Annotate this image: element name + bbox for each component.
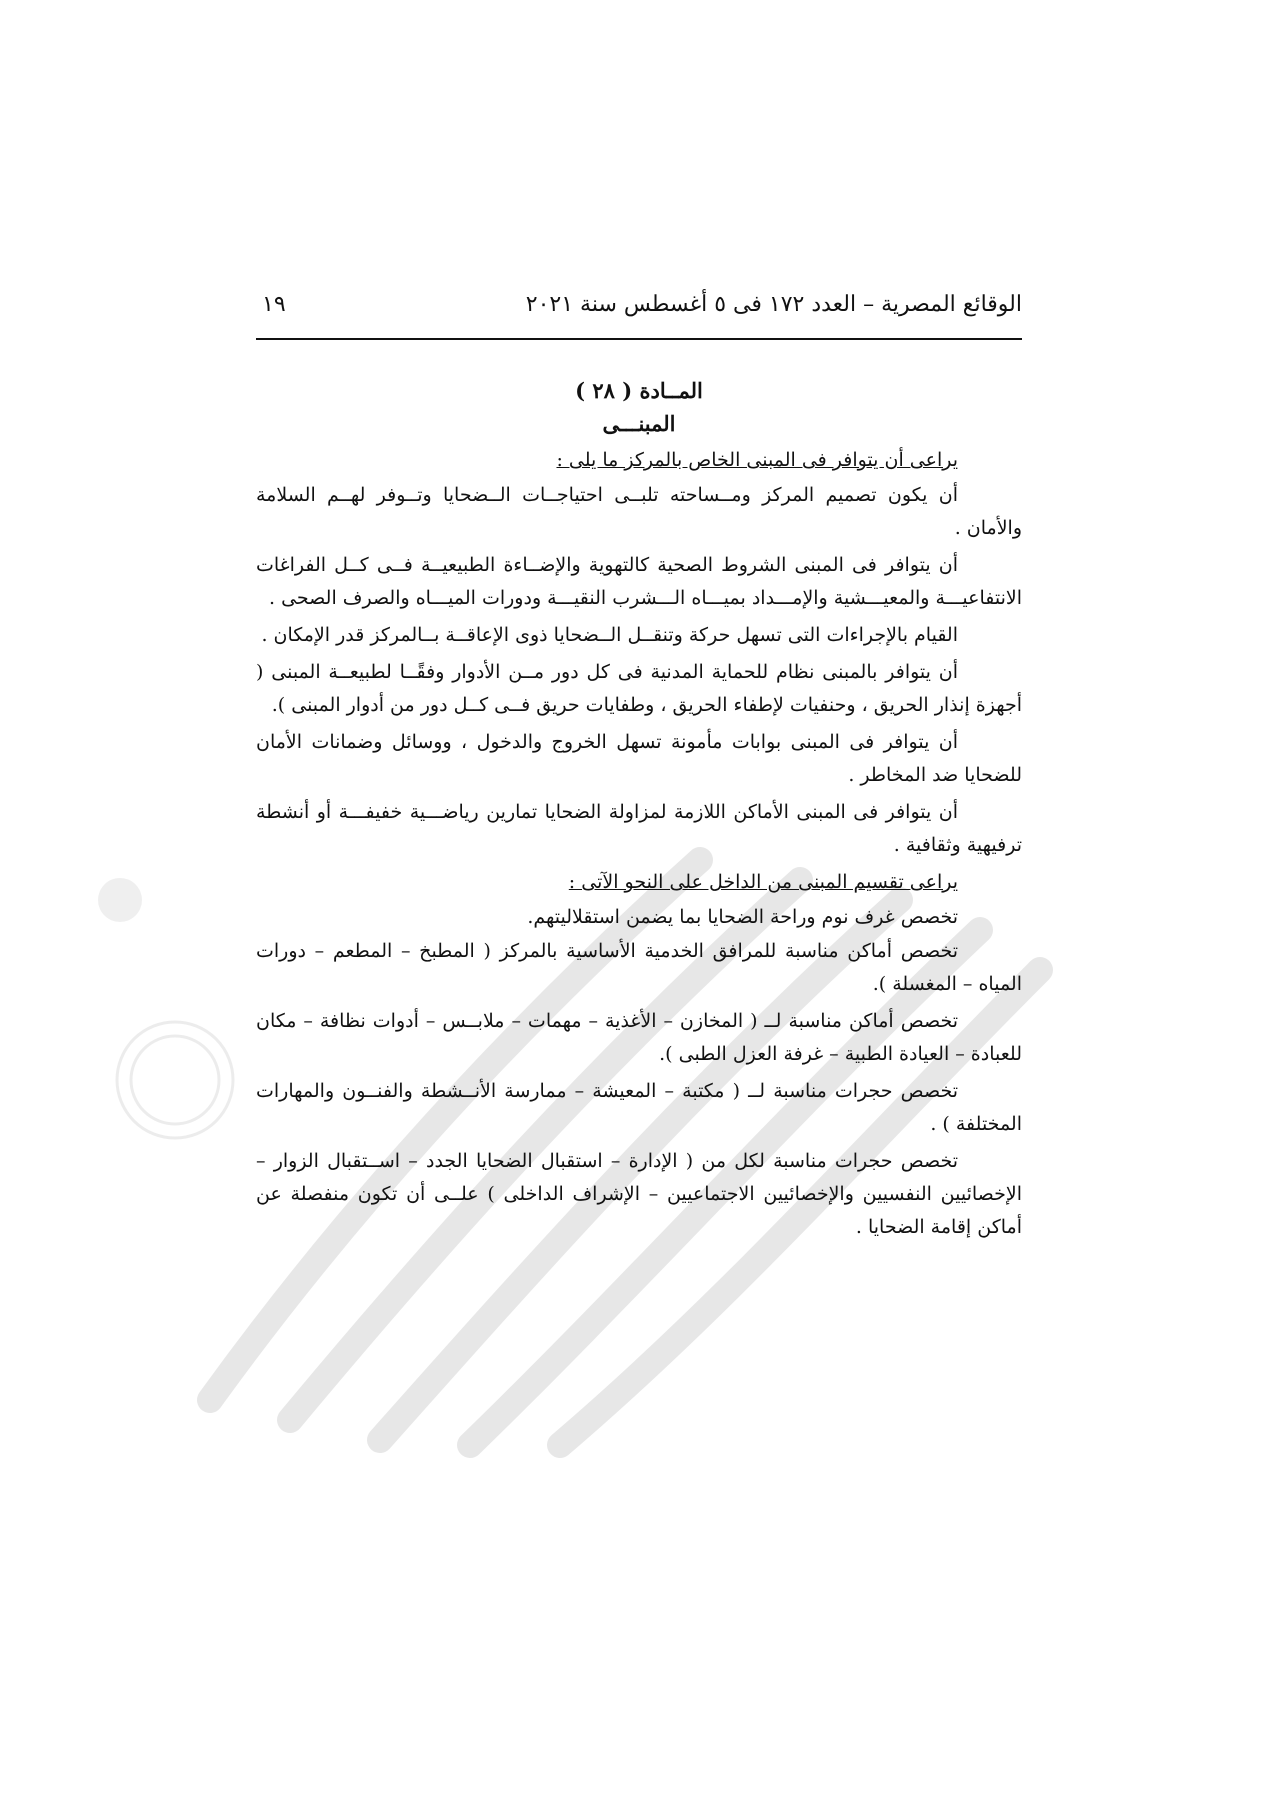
page-number: ١٩ xyxy=(262,292,286,317)
paragraph-subheading: يراعى تقسيم المبنى من الداخل على النحو الآتى : xyxy=(568,871,958,893)
page-header xyxy=(256,288,1022,340)
paragraph: تخصص أماكن مناسبة للمرافق الخدمية الأساسية بالمركز ( المطبخ – المطعم – دورات المياه – المغسلة ). xyxy=(256,940,1022,995)
paragraph: أن يتوافر فى المبنى الأماكن اللازمة لمزاولة الضحايا تمارين رياضـــية خفيفـــة أو أنشطة ترفيهية وثقافية . xyxy=(256,801,1022,856)
paragraph: أن يكون تصميم المركز ومــساحته تلبــى احتياجــات الــضحايا وتــوفر لهــم السلامة والأمان . xyxy=(256,484,1022,539)
paragraph: تخصص حجرات مناسبة لكل من ( الإدارة – استقبال الضحايا الجدد – اســتقبال الزوار – الإخصائيين النفسيين والإخصائيين الاجتماعيين – الإشراف الداخلى ) علــى أن تكون منفصلة عن أماكن إقامة الضحايا . xyxy=(256,1150,1022,1238)
section-title: المبنـــى xyxy=(602,411,676,436)
article-title: المــادة ( ٢٨ ) xyxy=(575,378,703,403)
paragraph: تخصص غرف نوم وراحة الضحايا بما يضمن استقلاليتهم. xyxy=(527,906,958,928)
document-body xyxy=(256,374,1022,1248)
paragraph: أن يتوافر فى المبنى بوابات مأمونة تسهل الخروج والدخول ، ووسائل وضمانات الأمان للضحايا ضد المخاطر . xyxy=(256,731,1022,786)
paragraph: أن يتوافر فى المبنى الشروط الصحية كالتهوية والإضــاءة الطبيعيــة فــى كــل الفراغات الانتفاعيـــة والمعيـــشية والإمـــداد بميـــاه الـــشرب النقيـــة ودورات الميـــاه والصرف الصحى . xyxy=(256,554,1022,609)
running-title: الوقائع المصرية – العدد ١٧٢ فى ٥ أغسطس سنة ٢٠٢١ xyxy=(525,292,1022,317)
paragraph: تخصص أماكن مناسبة لــ ( المخازن – الأغذية – مهمات – ملابــس – أدوات نظافة – مكان للعبادة – العيادة الطبية – غرفة العزل الطبى ). xyxy=(256,1010,1022,1065)
paragraph: تخصص حجرات مناسبة لــ ( مكتبة – المعيشة – ممارسة الأنــشطة والفنــون والمهارات المختلفة ) . xyxy=(256,1080,1022,1135)
paragraph: أن يتوافر بالمبنى نظام للحماية المدنية فى كل دور مــن الأدوار وفقًــا لطبيعــة المبنى ( أجهزة إنذار الحريق ، وحنفيات لإطفاء الحريق ، وطفايات حريق فــى كــل دور من أدوار المبنى ). xyxy=(256,661,1022,716)
paragraph-intro: يراعى أن يتوافر فى المبنى الخاص بالمركز ما يلى : xyxy=(556,449,958,471)
paragraph: القيام بالإجراءات التى تسهل حركة وتنقــل الــضحايا ذوى الإعاقــة بــالمركز قدر الإمكان . xyxy=(261,624,958,646)
